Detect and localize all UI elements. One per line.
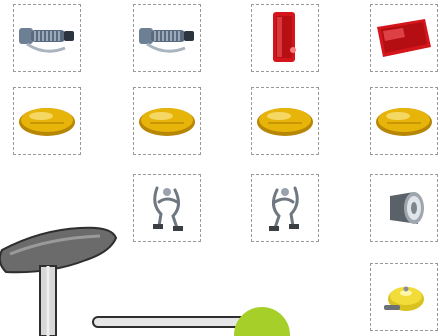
part-slot-pedal-reflector-4[interactable] (370, 87, 438, 155)
pedal-reflector-icon (136, 101, 198, 141)
part-slot-rear-reflector-small[interactable] (251, 4, 319, 72)
bicycle-illustration (0, 200, 448, 336)
seat-post (40, 266, 56, 336)
part-slot-pedal-reflector-2[interactable] (133, 87, 201, 155)
pedal-reflector-icon (254, 101, 316, 141)
bicycle-saddle (0, 228, 116, 273)
green-ball (234, 307, 290, 336)
part-slot-handlebar-1[interactable] (13, 4, 81, 72)
part-slot-pedal-reflector-3[interactable] (251, 87, 319, 155)
part-slot-pedal-reflector-1[interactable] (13, 87, 81, 155)
part-slot-rear-reflector-large[interactable] (370, 4, 438, 72)
handlebar-grip-icon (17, 18, 77, 58)
pedal-reflector-icon (16, 101, 78, 141)
rear-reflector-large-icon (373, 13, 435, 63)
part-slot-handlebar-2[interactable] (133, 4, 201, 72)
handlebar-grip-icon (137, 18, 197, 58)
pedal-reflector-icon (373, 101, 435, 141)
rear-reflector-small-icon (265, 8, 305, 68)
